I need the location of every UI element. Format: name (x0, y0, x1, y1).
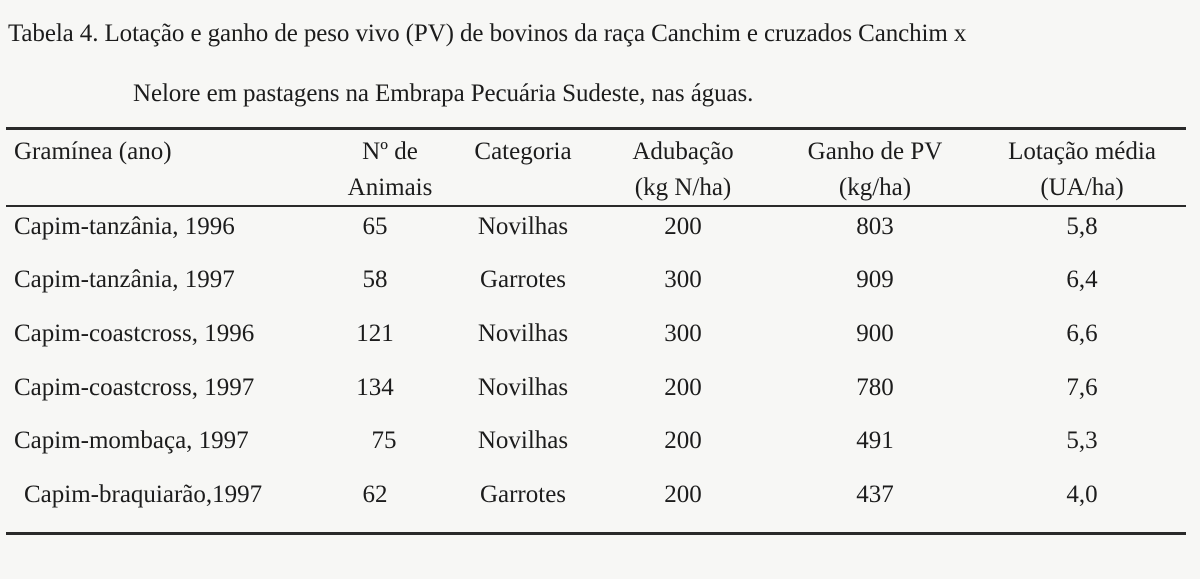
table-bottom-rule (6, 532, 1186, 535)
cell-categoria: Novilhas (477, 213, 569, 240)
cell-ganho: 803 (856, 213, 894, 240)
table-top-rule (6, 127, 1186, 130)
table-header-rule (6, 205, 1186, 207)
header-ganho-line1: Ganho de PV (807, 138, 943, 165)
cell-graminea: Capim-tanzânia, 1996 (14, 213, 235, 240)
cell-animais: 134 (356, 374, 394, 401)
header-animais-line1: Nº de (362, 138, 418, 165)
cell-ganho: 900 (856, 320, 894, 347)
header-animais-line2: Animais (347, 174, 433, 201)
cell-animais: 65 (362, 213, 388, 240)
header-adubacao-line1: Adubação (632, 138, 734, 165)
cell-lotacao: 6,4 (1066, 266, 1098, 293)
cell-ganho: 491 (856, 427, 894, 454)
cell-graminea: Capim-braquiarão,1997 (24, 481, 263, 508)
cell-adubacao: 200 (664, 427, 702, 454)
header-categoria: Categoria (474, 138, 572, 165)
cell-categoria: Garrotes (479, 481, 567, 508)
cell-graminea: Capim-tanzânia, 1997 (14, 266, 235, 293)
cell-adubacao: 200 (664, 374, 702, 401)
cell-ganho: 437 (856, 481, 894, 508)
cell-graminea: Capim-coastcross, 1996 (14, 320, 255, 347)
cell-ganho: 780 (856, 374, 894, 401)
cell-adubacao: 300 (664, 320, 702, 347)
cell-ganho: 909 (856, 266, 894, 293)
caption-line-1: Tabela 4. Lotação e ganho de peso vivo (PV) de bovinos da raça Canchim e cruzados Canchim x (8, 20, 967, 47)
cell-animais: 62 (362, 481, 388, 508)
header-lotacao-line2: (UA/ha) (1040, 174, 1124, 201)
cell-categoria: Novilhas (477, 320, 569, 347)
cell-adubacao: 200 (664, 213, 702, 240)
header-graminea: Gramínea (ano) (14, 138, 172, 165)
header-ganho-line2: (kg/ha) (838, 174, 912, 201)
cell-categoria: Novilhas (477, 374, 569, 401)
cell-animais: 121 (356, 320, 394, 347)
cell-animais: 58 (362, 266, 388, 293)
cell-lotacao: 5,8 (1066, 213, 1098, 240)
header-adubacao-line2: (kg N/ha) (634, 174, 732, 201)
cell-graminea: Capim-coastcross, 1997 (14, 374, 255, 401)
cell-lotacao: 5,3 (1066, 427, 1098, 454)
cell-categoria: Novilhas (477, 427, 569, 454)
cell-graminea: Capim-mombaça, 1997 (14, 427, 249, 454)
cell-animais: 75 (371, 427, 397, 454)
cell-lotacao: 6,6 (1066, 320, 1098, 347)
cell-adubacao: 300 (664, 266, 702, 293)
cell-lotacao: 4,0 (1066, 481, 1098, 508)
cell-categoria: Garrotes (479, 266, 567, 293)
cell-lotacao: 7,6 (1066, 374, 1098, 401)
caption-line-2: Nelore em pastagens na Embrapa Pecuária Sudeste, nas águas. (133, 80, 754, 107)
cell-adubacao: 200 (664, 481, 702, 508)
header-lotacao-line1: Lotação média (1008, 138, 1156, 165)
